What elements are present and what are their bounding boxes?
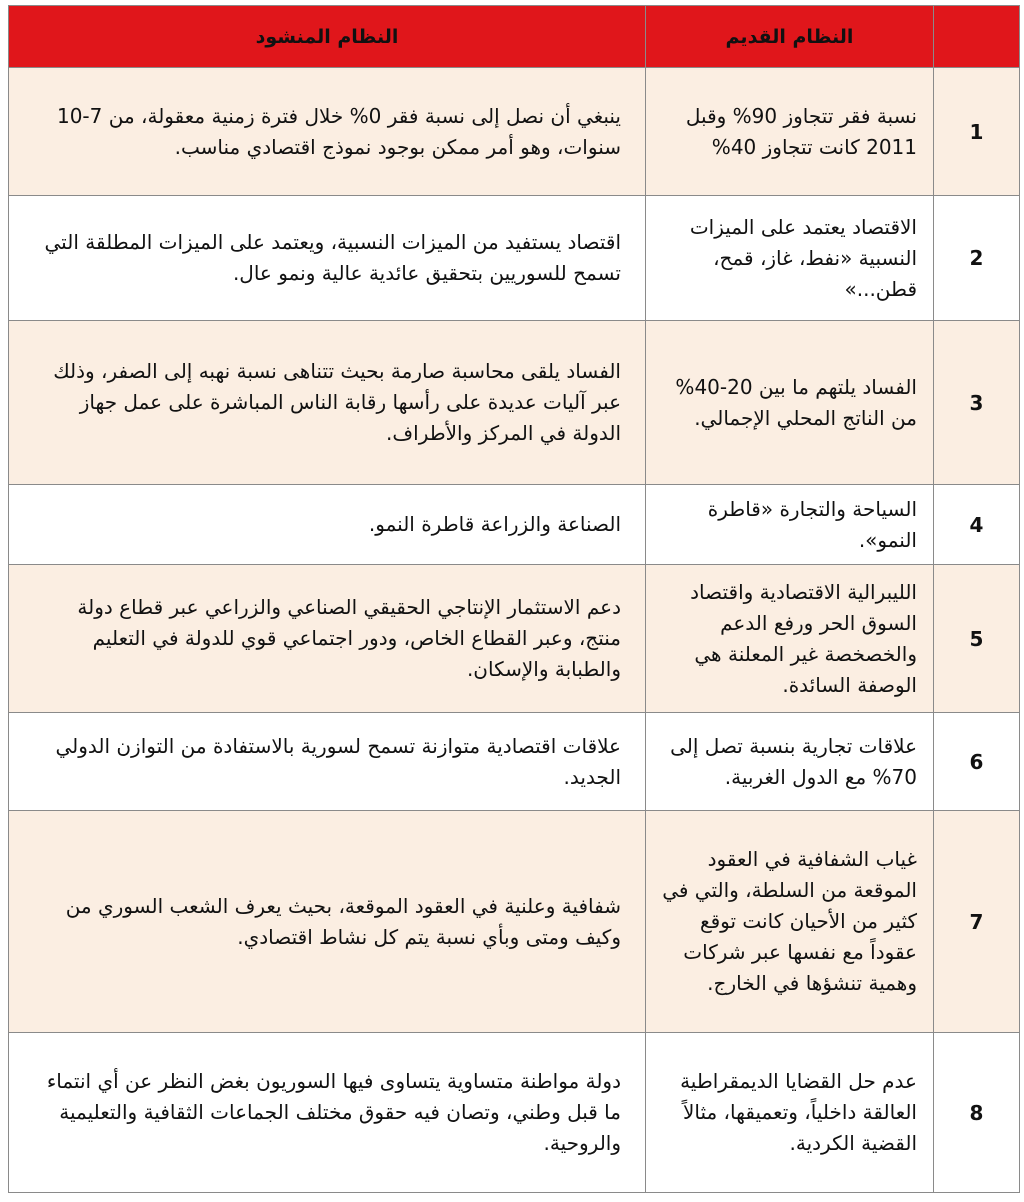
table-row <box>9 196 1020 321</box>
table-row <box>9 811 1020 1033</box>
old-system-cell: غياب الشفافية في العقود الموقعة من السلطة، والتي في كثير من الأحيان كانت توقع عقوداً مع نفسها عبر شركات وهمية تنشؤها في الخارج. <box>646 811 934 1033</box>
old-system-cell: السياحة والتجارة «قاطرة النمو». <box>646 485 934 565</box>
table-row <box>9 485 1020 565</box>
new-system-cell: شفافية وعلنية في العقود الموقعة، بحيث يعرف الشعب السوري من وكيف ومتى وبأي نسبة يتم كل نشاط اقتصادي. <box>9 811 646 1033</box>
row-number: 7 <box>934 811 1020 1033</box>
header-old-system: النظام القديم <box>646 6 934 68</box>
header-row <box>9 6 1020 68</box>
table-row <box>9 68 1020 196</box>
new-system-cell: دعم الاستثمار الإنتاجي الحقيقي الصناعي والزراعي عبر قطاع دولة منتج، وعبر القطاع الخاص، ودور اجتماعي قوي للدولة في التعليم والطبابة والإسكان. <box>9 565 646 713</box>
old-system-cell: الاقتصاد يعتمد على الميزات النسبية «نفط، غاز، قمح، قطن...» <box>646 196 934 321</box>
header-num <box>934 6 1020 68</box>
table-row <box>9 713 1020 811</box>
row-number: 2 <box>934 196 1020 321</box>
new-system-cell: الفساد يلقى محاسبة صارمة بحيث تتناهى نسبة نهبه إلى الصفر، وذلك عبر آليات عديدة على رأسها رقابة الناس المباشرة على عمل جهاز الدولة في المركز والأطراف. <box>9 321 646 485</box>
row-number: 1 <box>934 68 1020 196</box>
new-system-cell: اقتصاد يستفيد من الميزات النسبية، ويعتمد على الميزات المطلقة التي تسمح للسوريين بتحقيق عائدية عالية ونمو عال. <box>9 196 646 321</box>
table-row <box>9 1033 1020 1193</box>
row-number: 3 <box>934 321 1020 485</box>
old-system-cell: الفساد يلتهم ما بين 20-40% من الناتج المحلي الإجمالي. <box>646 321 934 485</box>
old-system-cell: علاقات تجارية بنسبة تصل إلى 70% مع الدول الغربية. <box>646 713 934 811</box>
table-row <box>9 565 1020 713</box>
new-system-cell: دولة مواطنة متساوية يتساوى فيها السوريون بغض النظر عن أي انتماء ما قبل وطني، وتصان فيه حقوق مختلف الجماعات الثقافية والتعليمية والروحية. <box>9 1033 646 1193</box>
row-number: 6 <box>934 713 1020 811</box>
old-system-cell: نسبة فقر تتجاوز 90% وقبل 2011 كانت تتجاوز 40% <box>646 68 934 196</box>
table-row <box>9 321 1020 485</box>
table-body <box>9 68 1020 1193</box>
old-system-cell: عدم حل القضايا الديمقراطية العالقة داخلياً، وتعميقها، مثالاً القضية الكردية. <box>646 1033 934 1193</box>
header-new-system: النظام المنشود <box>9 6 646 68</box>
old-system-cell: الليبرالية الاقتصادية واقتصاد السوق الحر ورفع الدعم والخصخصة غير المعلنة هي الوصفة السائدة. <box>646 565 934 713</box>
row-number: 4 <box>934 485 1020 565</box>
row-number: 5 <box>934 565 1020 713</box>
new-system-cell: علاقات اقتصادية متوازنة تسمح لسورية بالاستفادة من التوازن الدولي الجديد. <box>9 713 646 811</box>
table-header <box>9 6 1020 68</box>
comparison-table <box>8 5 1020 1193</box>
new-system-cell: الصناعة والزراعة قاطرة النمو. <box>9 485 646 565</box>
new-system-cell: ينبغي أن نصل إلى نسبة فقر 0% خلال فترة زمنية معقولة، من 7-10 سنوات، وهو أمر ممكن بوجود نموذج اقتصادي مناسب. <box>9 68 646 196</box>
row-number: 8 <box>934 1033 1020 1193</box>
